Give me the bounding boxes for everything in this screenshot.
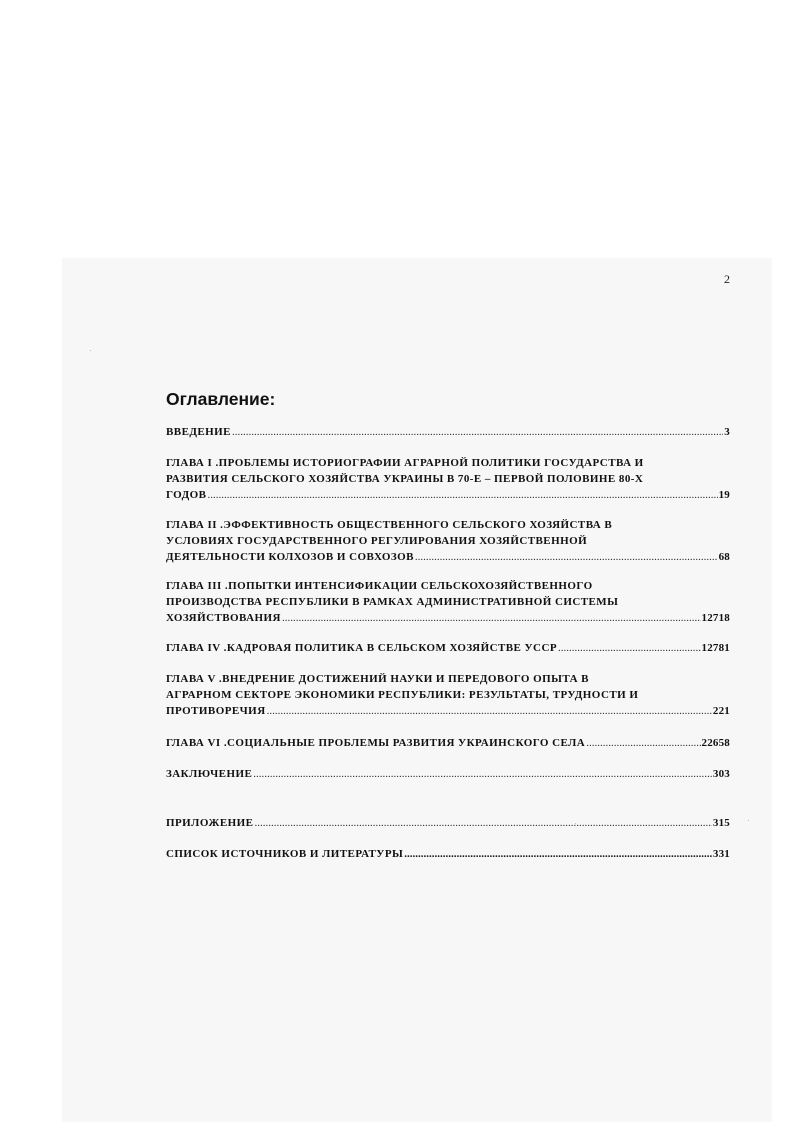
toc-entry-title: ГОДОВ: [166, 489, 207, 501]
toc-entry-title-line: ГЛАВА III .ПОПЫТКИ ИНТЕНСИФИКАЦИИ СЕЛЬСКОХОЗЯЙСТВЕННОГО: [166, 580, 593, 592]
toc-entry-introduction[interactable]: [166, 424, 730, 440]
toc-entry-title-line: РАЗВИТИЯ СЕЛЬСКОГО ХОЗЯЙСТВА УКРАИНЫ В 70-Е – ПЕРВОЙ ПОЛОВИНЕ 80-Х: [166, 473, 644, 485]
toc-entry-last-line: [166, 640, 730, 656]
toc-entry-conclusion[interactable]: [166, 766, 730, 782]
toc-entry-title: ПРОТИВОРЕЧИЯ: [166, 705, 266, 717]
toc-entry-appendix[interactable]: [166, 815, 730, 831]
toc-page-number: 315: [712, 817, 730, 829]
toc-entry-bibliography[interactable]: [166, 846, 730, 862]
toc-dot-leader: [207, 487, 717, 503]
toc-dot-leader: [415, 549, 718, 565]
toc-entry-title: ПРИЛОЖЕНИЕ: [166, 817, 254, 829]
toc-dot-leader: [267, 703, 712, 719]
toc-entry-last-line: [166, 610, 730, 626]
scan-speck: [748, 820, 749, 821]
toc-entry-title: ГЛАВА VI .СОЦИАЛЬНЫЕ ПРОБЛЕМЫ РАЗВИТИЯ УКРАИНСКОГО СЕЛА: [166, 737, 586, 749]
toc-dot-leader: [254, 815, 711, 831]
toc-entry-title-line: УСЛОВИЯХ ГОСУДАРСТВЕННОГО РЕГУЛИРОВАНИЯ ХОЗЯЙСТВЕННОЙ: [166, 535, 588, 547]
toc-entry-last-line: [166, 735, 730, 751]
toc-page-number: 68: [718, 551, 730, 563]
toc-entry-last-line: [166, 815, 730, 831]
toc-entry-chapter-4[interactable]: [166, 640, 730, 656]
toc-entry-chapter-5[interactable]: [166, 671, 730, 719]
scan-speck: [90, 350, 91, 351]
toc-page-number: 12718: [701, 612, 730, 624]
toc-entry-chapter-6[interactable]: [166, 735, 730, 751]
toc-heading: Оглавление:: [166, 389, 276, 409]
toc-page-number: 221: [712, 705, 730, 717]
toc-dot-leader: [404, 846, 712, 862]
toc-entry-title: ХОЗЯЙСТВОВАНИЯ: [166, 612, 281, 624]
toc-page-number: 22658: [701, 737, 730, 749]
toc-dot-leader: [282, 610, 701, 626]
toc-entry-chapter-2[interactable]: [166, 517, 730, 565]
toc-page-number: 19: [718, 489, 730, 501]
toc-entry-title: СПИСОК ИСТОЧНИКОВ И ЛИТЕРАТУРЫ: [166, 848, 404, 860]
toc-page-number: 331: [712, 848, 730, 860]
toc-entry-title-line: ГЛАВА V .ВНЕДРЕНИЕ ДОСТИЖЕНИЙ НАУКИ И ПЕРЕДОВОГО ОПЫТА В: [166, 673, 589, 685]
toc-entry-last-line: [166, 766, 730, 782]
toc-entry-title-line: ГЛАВА I .ПРОБЛЕМЫ ИСТОРИОГРАФИИ АГРАРНОЙ ПОЛИТИКИ ГОСУДАРСТВА И: [166, 457, 644, 469]
toc-page-number: 12781: [701, 642, 730, 654]
toc-entry-title-line: АГРАРНОМ СЕКТОРЕ ЭКОНОМИКИ РЕСПУБЛИКИ: РЕЗУЛЬТАТЫ, ТРУДНОСТИ И: [166, 689, 639, 701]
toc-entry-last-line: [166, 846, 730, 862]
toc-entry-last-line: [166, 703, 730, 719]
toc-entry-last-line: [166, 487, 730, 503]
toc-entry-title: ВВЕДЕНИЕ: [166, 426, 231, 438]
toc-dot-leader: [558, 640, 700, 656]
toc-entry-last-line: [166, 424, 730, 440]
toc-dot-leader: [586, 735, 700, 751]
toc-entry-title: ДЕЯТЕЛЬНОСТИ КОЛХОЗОВ И СОВХОЗОВ: [166, 551, 414, 563]
toc-entry-chapter-1[interactable]: [166, 455, 730, 503]
toc-page-number: 3: [724, 426, 730, 438]
toc-entry-chapter-3[interactable]: [166, 578, 730, 626]
toc-page-number: 303: [712, 768, 730, 780]
toc-entry-title: ЗАКЛЮЧЕНИЕ: [166, 768, 253, 780]
toc-dot-leader: [253, 766, 712, 782]
toc-dot-leader: [232, 424, 723, 440]
toc-entry-title: ГЛАВА IV .КАДРОВАЯ ПОЛИТИКА В СЕЛЬСКОМ ХОЗЯЙСТВЕ УССР: [166, 642, 558, 654]
toc-entry-last-line: [166, 549, 730, 565]
toc-entry-title-line: ПРОИЗВОДСТВА РЕСПУБЛИКИ В РАМКАХ АДМИНИСТРАТИВНОЙ СИСТЕМЫ: [166, 596, 619, 608]
page-number: 2: [724, 272, 730, 286]
toc-entry-title-line: ГЛАВА II .ЭФФЕКТИВНОСТЬ ОБЩЕСТВЕННОГО СЕЛЬСКОГО ХОЗЯЙСТВА В: [166, 519, 613, 531]
